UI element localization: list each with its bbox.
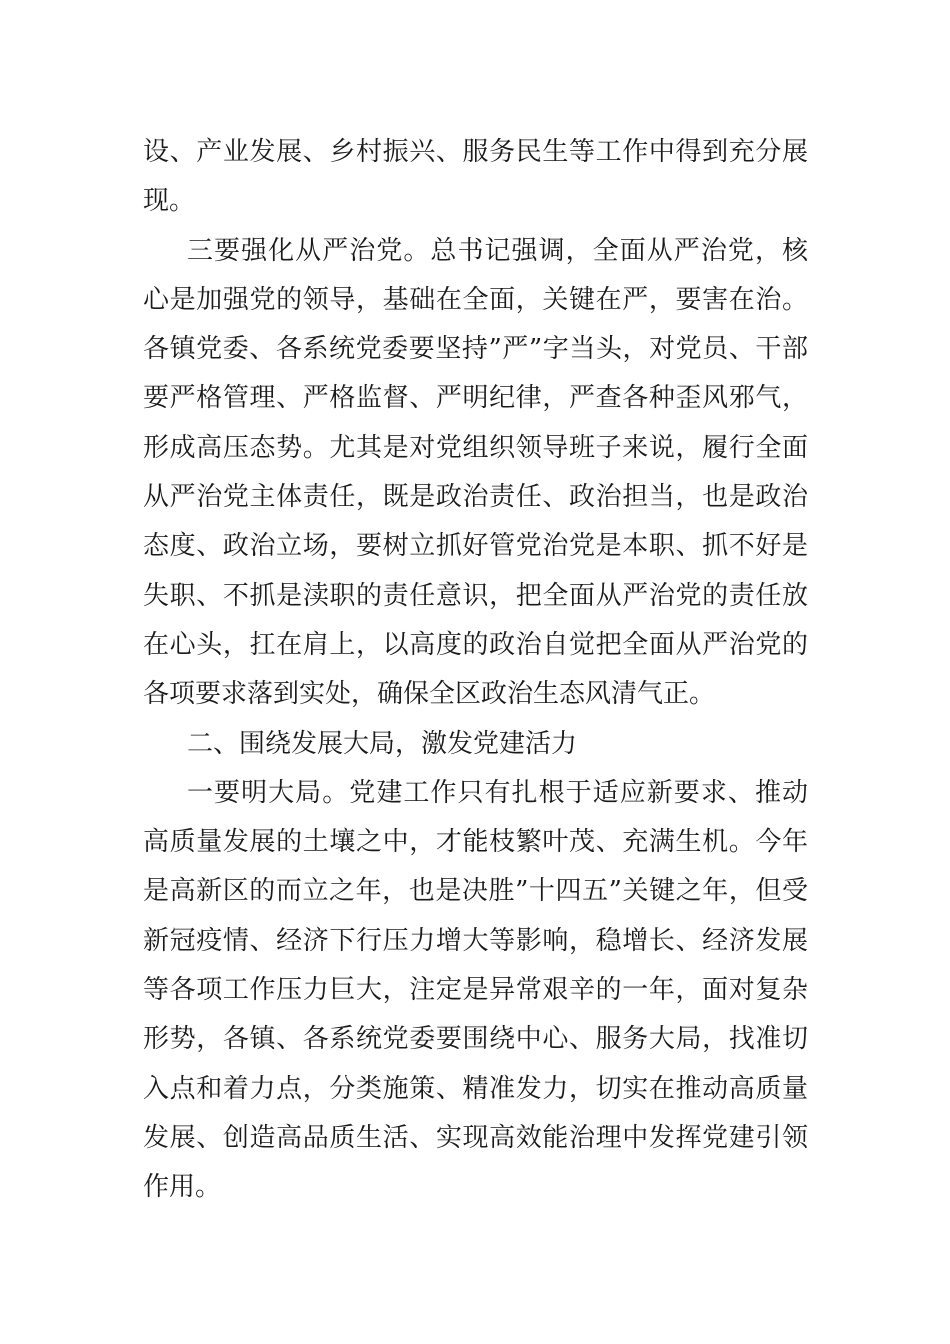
paragraph-continuation: 设、产业发展、乡村振兴、服务民生等工作中得到充分展现。 <box>143 137 808 217</box>
section-heading-development: 二、围绕发展大局，激发党建活力 <box>187 728 578 759</box>
document-body <box>143 128 808 1213</box>
paragraph-big-picture: 一要明大局。党建工作只有扎根于适应新要求、推动高质量发展的土壤之中，才能枝繁叶茂、充满生机。今年是高新区的而立之年，也是决胜”十四五”关键之年，但受新冠疫情、经济下行压力增大等影响，稳增长、经济发展等各项工作压力巨大，注定是异常艰辛的一年，面对复杂形势，各镇、各系统党委要围绕中心、服务大局，找准切入点和着力点，分类施策、精准发力，切实在推动高质量发展、创造高品质生活、实现高效能治理中发挥党建引领作用。 <box>143 777 808 1203</box>
paragraph-strict-governance: 三要强化从严治党。总书记强调，全面从严治党，核心是加强党的领导，基础在全面，关键在严，要害在治。各镇党委、各系统党委要坚持”严”字当头，对党员、干部要严格管理、严格监督、严明纪律，严查各种歪风邪气，形成高压态势。尤其是对党组织领导班子来说，履行全面从严治党主体责任，既是政治责任、政治担当，也是政治态度、政治立场，要树立抓好管党治党是本职、抓不好是失职、不抓是渎职的责任意识，把全面从严治党的责任放在心头，扛在肩上，以高度的政治自觉把全面从严治党的各项要求落到实处，确保全区政治生态风清气正。 <box>143 235 808 710</box>
